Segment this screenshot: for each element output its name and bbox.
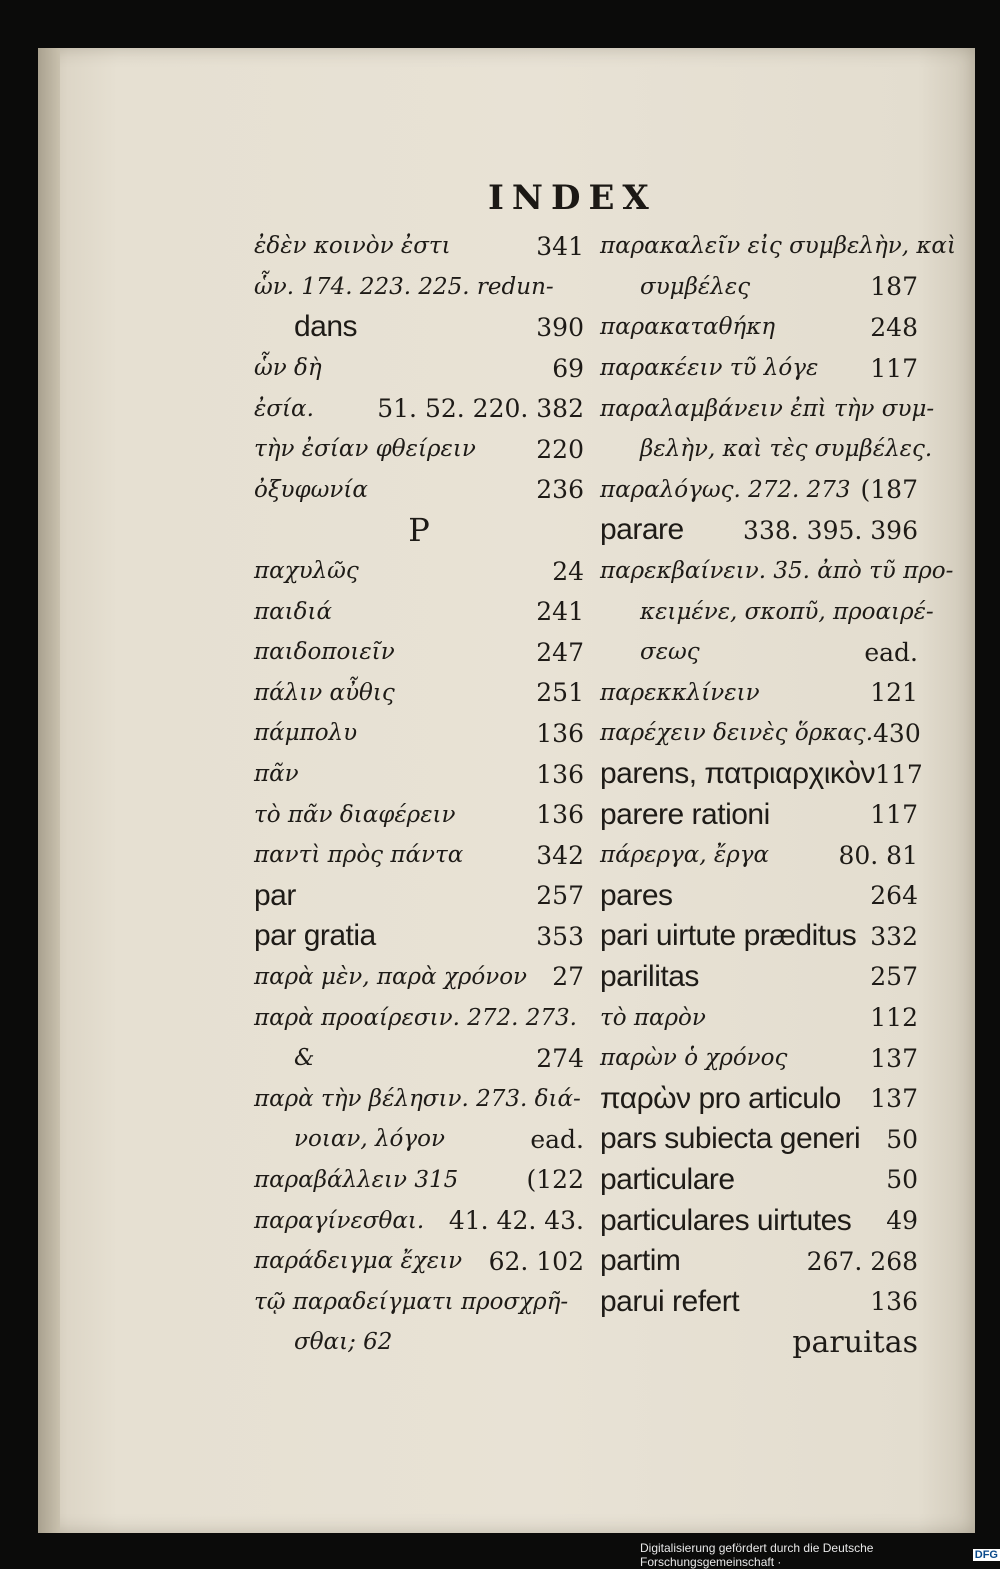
index-term: παρεκβαίνειν. 35. ἀπὸ τῦ προ- [600, 558, 954, 585]
index-entry [600, 713, 921, 754]
index-term: parilitas [600, 959, 699, 993]
index-term: παρὰ τὴν βέλησιν. 273. διά- [254, 1085, 581, 1112]
index-entry [254, 673, 584, 714]
page-reference: 117 [870, 800, 918, 830]
index-term: paruitas [792, 1324, 918, 1360]
index-term: particulare [600, 1162, 735, 1196]
page-header: INDEX [488, 178, 657, 218]
index-entry [600, 957, 918, 998]
index-entry [600, 673, 918, 714]
index-entry [254, 510, 584, 551]
index-term: partim [600, 1244, 681, 1278]
index-term: παρεκκλίνειν [600, 679, 760, 706]
index-term: παρὰ μὲν, παρὰ χρόνον [254, 963, 528, 990]
index-term: βελὴν, καὶ τὲς συμβέλες. [640, 436, 933, 463]
index-term: pars subiecta generi [600, 1122, 861, 1156]
index-entry [254, 1241, 584, 1282]
index-entry [600, 1241, 918, 1282]
index-entry [600, 470, 918, 511]
index-term: παρακέειν τῦ λόγε [600, 355, 819, 382]
index-entry [600, 388, 935, 429]
index-entry [600, 754, 923, 795]
index-entry [600, 429, 933, 470]
index-term: παρὼν pro articulo [600, 1081, 841, 1115]
page-reference: 264 [870, 881, 918, 911]
page-reference: (122 [526, 1165, 584, 1195]
page-reference: 137 [870, 1043, 918, 1073]
page-reference: 353 [536, 921, 584, 951]
page-reference: 236 [536, 475, 584, 505]
index-term: ἐσία. [254, 395, 314, 422]
index-entry [254, 1160, 584, 1201]
index-entry [600, 1038, 918, 1079]
index-term: συμβέλες [640, 273, 751, 300]
page-reference: 257 [536, 881, 584, 911]
page-reference: 247 [536, 637, 584, 667]
page-reference: 390 [536, 312, 584, 342]
index-entry [254, 1322, 584, 1363]
index-term: παιδιά [254, 598, 333, 625]
index-term: pares [600, 878, 673, 912]
index-entry [254, 754, 584, 795]
index-term: πάμπολυ [254, 720, 358, 747]
index-entry [254, 267, 584, 308]
index-entry [254, 876, 584, 917]
index-entry [600, 835, 918, 876]
index-term: πᾶν [254, 761, 299, 788]
index-term: parens, πατριαρχικὸν [600, 757, 876, 791]
page-reference: 62. 102 [488, 1246, 584, 1276]
page-edge [38, 48, 60, 1533]
index-term: νοιαν, λόγον [294, 1126, 445, 1153]
index-term: parare [600, 513, 684, 547]
index-entry [254, 1281, 584, 1322]
page-reference: 274 [536, 1043, 584, 1073]
index-entry [254, 226, 584, 267]
index-term: pari uirtute præditus [600, 919, 857, 953]
index-entry [600, 916, 918, 957]
page-reference: 248 [870, 312, 918, 342]
index-term: παχυλῶς [254, 558, 359, 585]
page-reference: 338. 395. 396 [743, 515, 918, 545]
page-reference: 41. 42. 43. [448, 1206, 584, 1236]
index-term: πάρεργα, ἔργα [600, 842, 770, 869]
page-reference: 69 [552, 353, 584, 383]
index-term: παραλαμβάνειν ἐπὶ τὴν συμ- [600, 395, 935, 422]
index-entry [254, 835, 584, 876]
index-term: τὸ παρὸν [600, 1004, 706, 1031]
index-entry [254, 429, 584, 470]
page-reference: 257 [870, 962, 918, 992]
index-entry [254, 632, 584, 673]
index-term: κειμένε, σκοπῦ, προαιρέ- [640, 598, 934, 625]
index-term: dans [294, 310, 358, 344]
index-term: ὧν δὴ [254, 355, 322, 382]
index-term: particulares uirtutes [600, 1203, 852, 1237]
index-entry [254, 1038, 584, 1079]
page-reference: 341 [536, 231, 584, 261]
index-right-column [600, 226, 956, 1363]
index-term: παράδειγμα ἔχειν [254, 1248, 463, 1275]
index-term: παραγίνεσθαι. [254, 1207, 425, 1234]
index-term: παραλόγως. 272. 273 [600, 476, 851, 503]
page-reference: 136 [536, 800, 584, 830]
index-entry [600, 226, 956, 267]
index-left-column [254, 226, 584, 1363]
index-entry [254, 591, 584, 632]
index-entry [600, 591, 934, 632]
index-term: παντὶ πρὸς πάντα [254, 842, 464, 869]
index-entry [600, 876, 918, 917]
index-entry [600, 551, 954, 592]
index-term: σεως [640, 639, 700, 666]
page-reference: (187 [860, 475, 918, 505]
index-entry [254, 794, 584, 835]
dfg-logo: DFG [974, 1549, 998, 1561]
index-term: ὧν. 174. 223. 225. redun- [254, 273, 554, 300]
index-entry [254, 551, 584, 592]
index-entry [254, 348, 584, 389]
index-entry [600, 1200, 918, 1241]
page-reference: 251 [536, 678, 584, 708]
index-entry [600, 510, 918, 551]
index-entry [254, 307, 584, 348]
page-reference: 112 [870, 1003, 918, 1033]
index-entry [254, 1200, 584, 1241]
index-entry [600, 794, 918, 835]
index-entry [254, 997, 584, 1038]
page-reference: 117 [870, 353, 918, 383]
page-reference: 117 [875, 759, 923, 789]
page-reference: 80. 81 [838, 840, 918, 870]
page-reference: 220 [536, 434, 584, 464]
index-term: τῷ παραδείγματι προσχρῆ- [254, 1288, 569, 1315]
page-reference: 430 [873, 718, 921, 748]
page-reference: 342 [536, 840, 584, 870]
index-term: παρὰ προαίρεσιν. 272. 273. [254, 1004, 577, 1031]
page-reference: 49 [886, 1206, 918, 1236]
page-reference: 27 [552, 962, 584, 992]
page-reference: 137 [870, 1084, 918, 1114]
page-reference: 121 [870, 678, 918, 708]
index-entry [600, 307, 918, 348]
index-entry [254, 957, 584, 998]
index-term: parui refert [600, 1284, 740, 1318]
index-term: parere rationi [600, 797, 770, 831]
index-entry [600, 632, 918, 673]
page-reference: 136 [536, 718, 584, 748]
index-term: τὴν ἐσίαν φθείρειν [254, 436, 476, 463]
index-entry [600, 1078, 918, 1119]
page-reference: 332 [870, 921, 918, 951]
page-reference: 187 [870, 272, 918, 302]
page-reference: 50 [886, 1165, 918, 1195]
index-term: P [408, 511, 430, 550]
index-term: τὸ πᾶν διαφέρειν [254, 801, 456, 828]
index-term: & [294, 1045, 315, 1072]
index-term: παρακαλεῖν εἰς συμβελὴν, καὶ [600, 233, 956, 260]
page-reference: 136 [536, 759, 584, 789]
page-reference: 241 [536, 597, 584, 627]
index-term: παρέχειν δεινὲς ὅρκας. [600, 720, 874, 747]
index-entry [600, 1119, 918, 1160]
page-reference: 267. 268 [806, 1246, 918, 1276]
index-entry [600, 997, 918, 1038]
page-reference: 50 [886, 1124, 918, 1154]
index-term: παρακαταθήκη [600, 314, 776, 341]
page-reference: ead. [530, 1124, 584, 1154]
index-entry [600, 1322, 918, 1363]
index-entry [254, 1078, 584, 1119]
index-term: πάλιν αὖθις [254, 679, 395, 706]
index-term: σθαι; 62 [294, 1329, 393, 1356]
index-term: par gratia [254, 919, 376, 953]
index-term: παραβάλλειν 315 [254, 1166, 459, 1193]
index-term: ὀξυφωνία [254, 476, 368, 503]
index-term: par [254, 878, 296, 912]
page-reference: 51. 52. 220. 382 [377, 394, 584, 424]
index-entry [254, 713, 584, 754]
index-entry [600, 267, 918, 308]
index-entry [254, 388, 584, 429]
page-reference: ead. [864, 637, 918, 667]
index-entry [254, 1119, 584, 1160]
page-reference: 136 [870, 1287, 918, 1317]
index-term: παιδοποιεῖν [254, 639, 395, 666]
page-reference: 24 [552, 556, 584, 586]
index-entry [600, 348, 918, 389]
footer-credit [640, 1541, 1000, 1569]
footer-text: Digitalisierung gefördert durch die Deutsche Forschungsgemeinschaft · [640, 1541, 874, 1569]
index-entry [254, 916, 584, 957]
index-term: ἐδὲν κοινὸν ἐστι [254, 233, 451, 260]
index-entry [254, 470, 584, 511]
index-entry [600, 1281, 918, 1322]
index-entry [600, 1160, 918, 1201]
index-term: παρὼν ὁ χρόνος [600, 1045, 788, 1072]
